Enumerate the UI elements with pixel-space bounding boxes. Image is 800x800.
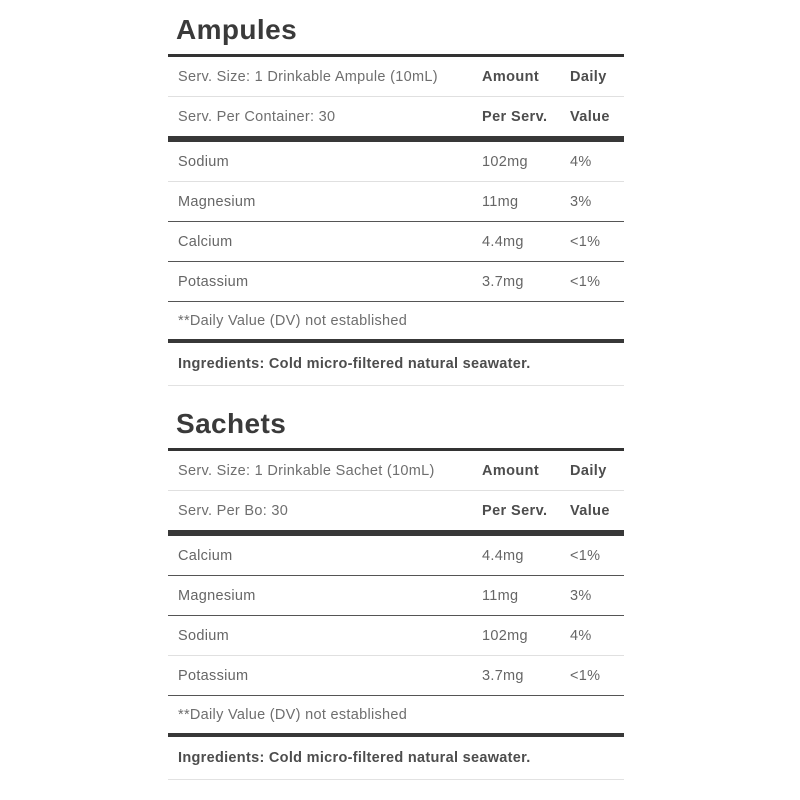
nutrient-label: Sodium [178, 627, 229, 644]
serving-size-row [168, 451, 624, 491]
nutrient-daily-value: <1% [570, 667, 601, 684]
servings-per-row [168, 97, 624, 136]
nutrient-label: Calcium [178, 233, 233, 250]
nutrient-amount: 3.7mg [482, 667, 524, 684]
section-title: Sachets [168, 408, 624, 451]
nutrient-daily-value: <1% [570, 273, 601, 290]
col-header-amount: Amount [482, 462, 540, 479]
nutrient-row [168, 222, 624, 262]
nutrient-label: Calcium [178, 547, 233, 564]
nutrient-amount: 11mg [482, 587, 519, 604]
nutrient-label: Sodium [178, 153, 229, 170]
serving-size-label: Serv. Size: 1 Drinkable Sachet (10mL) [178, 462, 435, 479]
col-header-per-serv: Per Serv. [482, 108, 548, 125]
col-header-value: Value [570, 108, 610, 125]
col-header-amount: Amount [482, 68, 540, 85]
nutrient-label: Magnesium [178, 193, 256, 210]
serving-size-row [168, 57, 624, 97]
col-header-value: Value [570, 502, 610, 519]
nutrient-label: Potassium [178, 667, 249, 684]
nutrient-row [168, 576, 624, 616]
nutrient-row [168, 142, 624, 182]
nutrient-row [168, 182, 624, 222]
section-title: Ampules [168, 14, 624, 57]
ampules-section [168, 14, 624, 386]
nutrient-amount: 4.4mg [482, 233, 524, 250]
nutrient-amount: 102mg [482, 153, 528, 170]
daily-value-note: **Daily Value (DV) not established [178, 312, 408, 329]
sachets-section [168, 408, 624, 780]
col-header-daily: Daily [570, 462, 607, 479]
nutrient-row [168, 536, 624, 576]
nutrient-amount: 3.7mg [482, 273, 524, 290]
servings-per-label: Serv. Per Container: 30 [178, 108, 336, 125]
nutrient-row [168, 262, 624, 302]
nutrient-row [168, 656, 624, 696]
col-header-per-serv: Per Serv. [482, 502, 548, 519]
nutrient-amount: 11mg [482, 193, 519, 210]
nutrient-daily-value: 3% [570, 193, 592, 210]
serving-size-label: Serv. Size: 1 Drinkable Ampule (10mL) [178, 68, 438, 85]
nutrient-label: Potassium [178, 273, 249, 290]
col-header-daily: Daily [570, 68, 607, 85]
nutrient-amount: 102mg [482, 627, 528, 644]
nutrient-daily-value: 4% [570, 153, 592, 170]
daily-value-note: **Daily Value (DV) not established [178, 706, 408, 723]
nutrient-row [168, 616, 624, 656]
servings-per-row [168, 491, 624, 530]
nutrient-daily-value: <1% [570, 233, 601, 250]
nutrient-amount: 4.4mg [482, 547, 524, 564]
ingredients-row: Ingredients: Cold micro-filtered natural seawater. [168, 737, 624, 780]
servings-per-label: Serv. Per Bo: 30 [178, 502, 289, 519]
nutrition-facts-card [168, 14, 624, 780]
nutrient-daily-value: 3% [570, 587, 592, 604]
ingredients-row: Ingredients: Cold micro-filtered natural seawater. [168, 343, 624, 386]
nutrient-daily-value: <1% [570, 547, 601, 564]
nutrient-daily-value: 4% [570, 627, 592, 644]
nutrient-label: Magnesium [178, 587, 256, 604]
